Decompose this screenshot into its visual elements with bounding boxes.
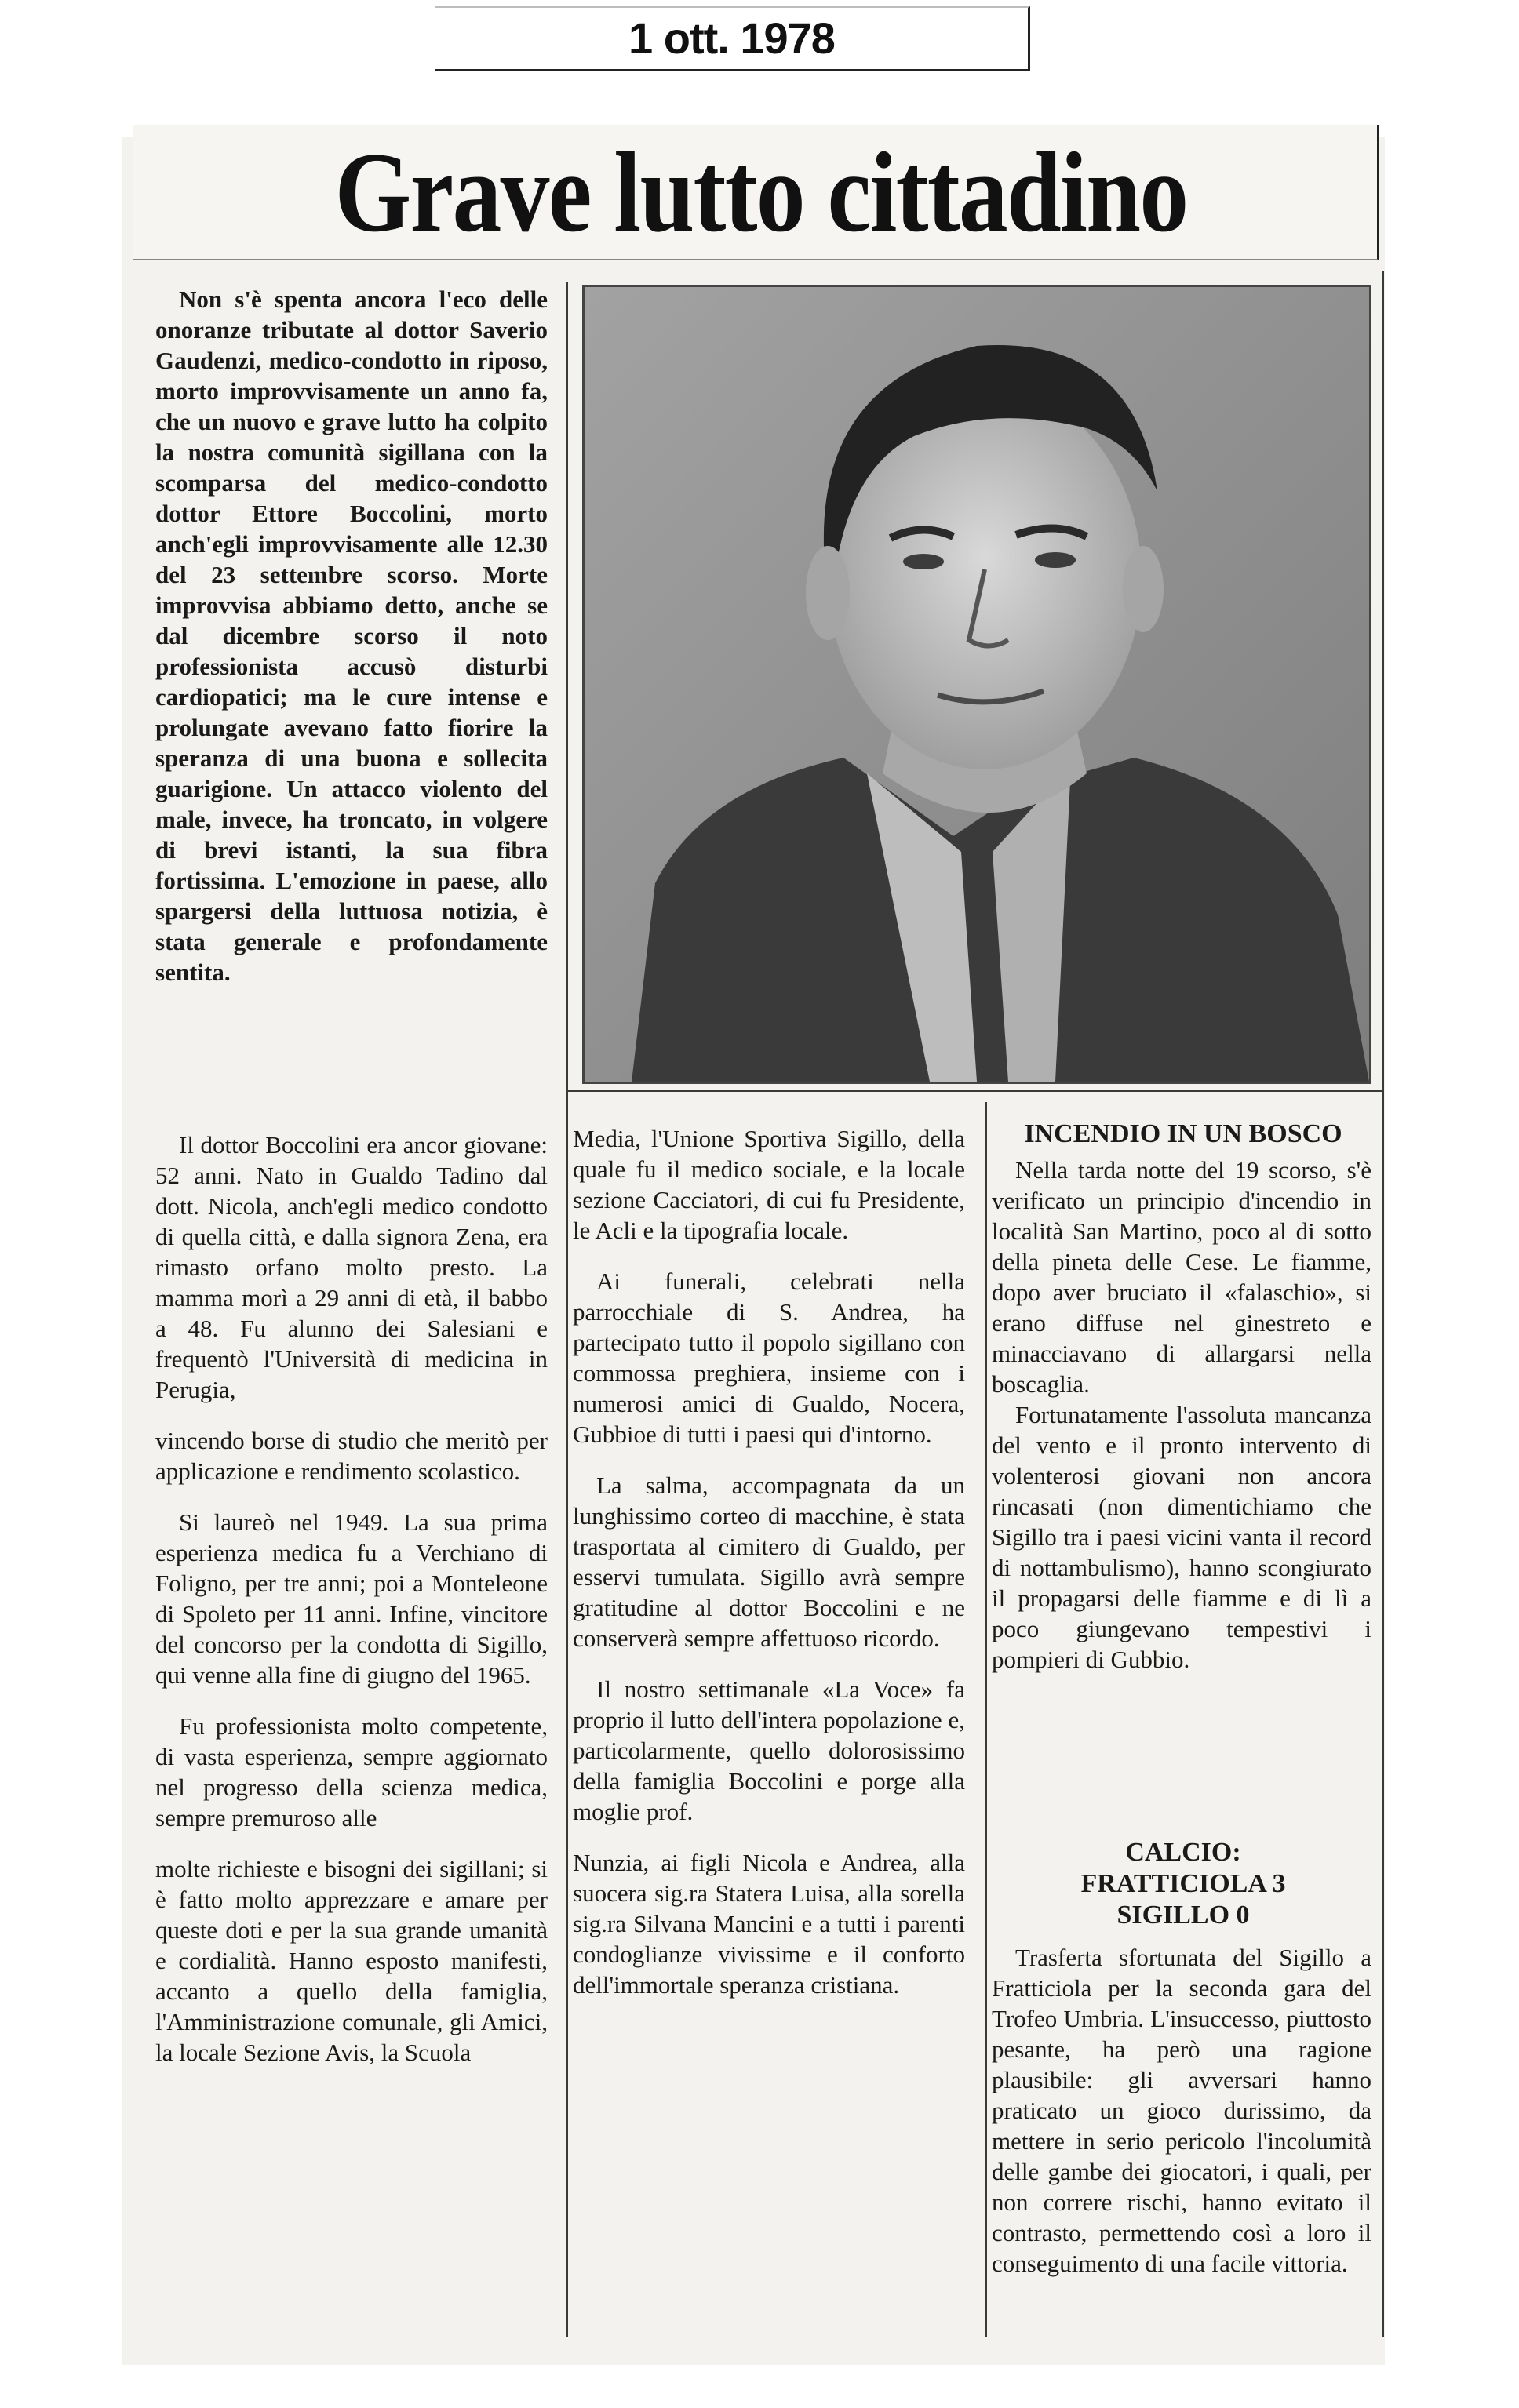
headline-box bbox=[133, 125, 1379, 260]
paragraph: Fu professionista molto competente, di vasta esperienza, sempre aggiornato nel progresso della scienza medica, sempre premuroso alle bbox=[155, 1712, 548, 1831]
date-strip bbox=[435, 6, 1030, 71]
column-rule-1 bbox=[566, 282, 568, 2337]
heading-line: FRATTICIOLA 3 bbox=[1080, 1869, 1286, 1898]
paragraph: Nella tarda notte del 19 scorso, s'è verificato un principio d'incendio in località San Martino, poco al di sotto della pineta delle Cese. Le fiamme, dopo aver bruciato il «falaschio», si erano diffuse nel ginestreto e minacciavano di allargarsi nella boscaglia. bbox=[992, 1156, 1371, 1398]
lead-paragraph: Non s'è spenta ancora l'eco delle onoranze tributate al dottor Saverio Gaudenzi, medico-condotto in riposo, morto improvvisamente un anno fa, che un nuovo e grave lutto ha colpito la nostra comunità sigillana con la scomparsa del medico-condotto dottor Ettore Boccolini, morto anch'egli improvvisamente alle 12.30 del 23 settembre scorso. Morte improvvisa abbiamo detto, anche se dal dicembre scorso il noto professionista accusò disturbi cardiopatici; ma le cure intense e prolungate avevano fatto fiorire la speranza di una buona e sollecita guarigione. Un attacco violento del male, invece, ha troncato, in volgere di brevi istanti, la sua fibra fortissima. L'emozione in paese, allo spargersi della luttuosa notizia, è stata generale e profondamente sentita. bbox=[155, 286, 548, 986]
portrait-photo bbox=[582, 285, 1371, 1084]
paragraph: Si laureò nel 1949. La sua prima esperienza medica fu a Verchiano di Foligno, per tre anni; poi a Monteleone di Spoleto per 11 anni. Infine, vincitore del concorso per la condotta di Sigillo, qui venne alla fine di giugno del 1965. bbox=[155, 1508, 548, 1689]
section-heading-football bbox=[995, 1837, 1371, 1931]
paragraph: Il dottor Boccolini era ancor giovane: 52 anni. Nato in Gualdo Tadino dal dott. Nicola, anch'egli medico condotto di quella città, e dalla signora Zena, era rimasto orfano molto presto. La mamma morì a 29 anni di età, il babbo a 48. Fu alunno dei Salesiani e frequentò l'Università di medicina in Perugia, bbox=[155, 1131, 548, 1403]
heading-line: SIGILLO 0 bbox=[1116, 1901, 1250, 1930]
column-1-body bbox=[155, 1129, 548, 2068]
paragraph: Trasferta sfortunata del Sigillo a Fratticiola per la seconda gara del Trofeo Umbria. L'insuccesso, piuttosto pesante, ha però una ragione plausibile: gli avversari hanno praticato un gioco durissimo, da mettere in serio pericolo l'incolumità delle gambe dei giocatori, i quali, per non correre rischi, hanno evitato il contrasto, permettendo così a loro il conseguimento di una facile vittoria. bbox=[992, 1944, 1371, 2277]
heading-line: CALCIO: bbox=[1125, 1838, 1241, 1867]
paragraph: Fortunatamente l'assoluta mancanza del vento e il pronto intervento di volenterosi giovani non ancora rincasati (non dimentichiamo che Sigillo tra i paesi vicini vanta il record di nottambulismo), hanno scongiurato il propagarsi delle fiamme e di lì a poco giungevano tempestivi i pompieri di Gubbio. bbox=[992, 1401, 1371, 1673]
section-heading-fire: INCENDIO IN UN BOSCO bbox=[1024, 1119, 1342, 1148]
paragraph: La salma, accompagnata da un lunghissimo corteo di macchine, è stata trasportata al cimitero di Gualdo, per esservi tumulata. Sigillo avrà sempre gratitudine al dottor Boccolini e ne conserverà sempre affettuoso ricordo. bbox=[573, 1471, 965, 1652]
paragraph: Nunzia, ai figli Nicola e Andrea, alla suocera sig.ra Statera Luisa, alla sorella sig.ra Silvana Mancini e a tutti i parenti condoglianze vivissime e il conforto dell'immortale speranza cristiana. bbox=[573, 1849, 965, 1999]
column-1-lead bbox=[155, 284, 548, 988]
paragraph: molte richieste e bisogni dei sigillani; si è fatto molto apprezzare e amare per queste doti e per la sua grande umanità e cordialità. Hanno esposto manifesti, accanto a quello della famiglia, l'Amministrazione comunale, gli Amici, la locale Sezione Avis, la Scuola bbox=[155, 1855, 548, 2066]
column-2-body bbox=[573, 1123, 965, 2000]
rule-under-photo bbox=[566, 1090, 1382, 1092]
paragraph: Media, l'Unione Sportiva Sigillo, della quale fu il medico sociale, e la locale sezione Cacciatori, di cui fu Presidente, le Acli e la tipografia locale. bbox=[573, 1125, 965, 1244]
paragraph: vincendo borse di studio che meritò per applicazione e rendimento scolastico. bbox=[155, 1427, 548, 1485]
column-3-football bbox=[992, 1942, 1371, 2279]
date-stamp: 1 ott. 1978 bbox=[628, 13, 835, 63]
paragraph: Ai funerali, celebrati nella parrocchiale di S. Andrea, ha partecipato tutto il popolo sigillano con commossa preghiera, insieme con i numerosi amici di Gualdo, Nocera, Gubbioe di tutti i paesi qui d'intorno. bbox=[573, 1268, 965, 1448]
column-rule-right bbox=[1382, 271, 1384, 2337]
paragraph: Il nostro settimanale «La Voce» fa proprio il lutto dell'intera popolazione e, particolarmente, quello dolorosissimo della famiglia Boccolini e porge alla moglie prof. bbox=[573, 1675, 965, 1825]
column-3-fire bbox=[992, 1155, 1371, 1675]
headline: Grave lutto cittadino bbox=[334, 129, 1188, 256]
column-rule-2 bbox=[985, 1102, 987, 2337]
